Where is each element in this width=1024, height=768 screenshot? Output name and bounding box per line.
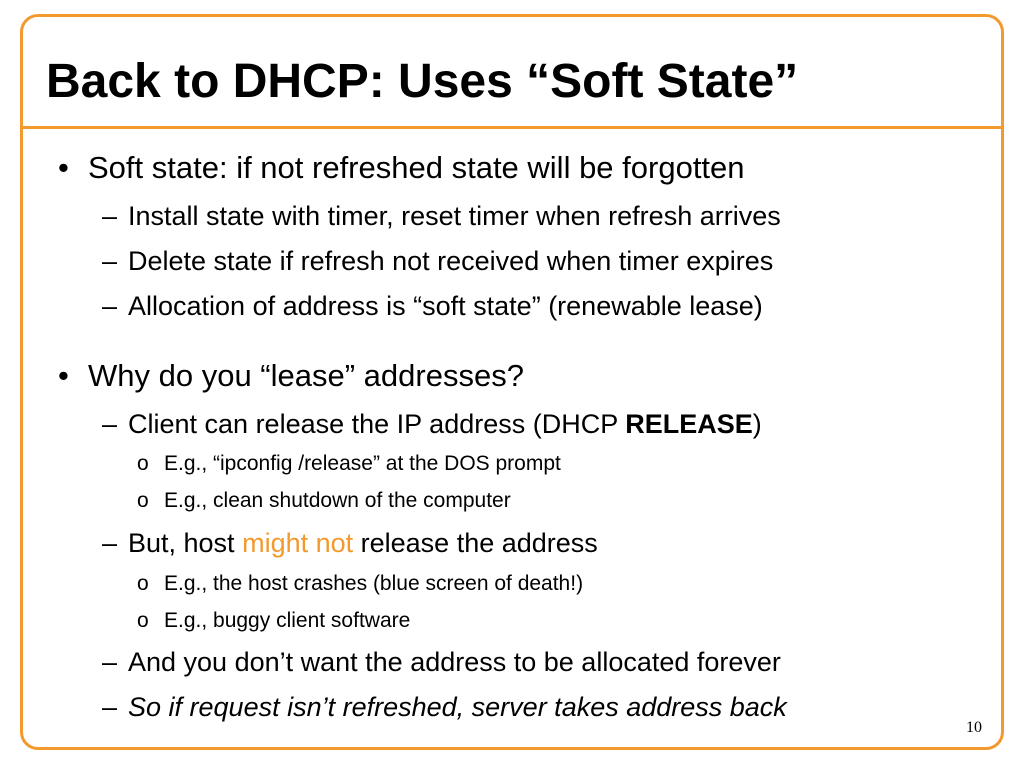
sub-bullet-text-post: ) (752, 409, 762, 439)
dash-marker: – (102, 528, 118, 558)
sub-sub-bullet-text: E.g., buggy client software (164, 609, 411, 632)
bullet-text: Why do you “lease” addresses? (88, 358, 524, 393)
bullet-marker: • (58, 358, 69, 393)
sub-bullet-text-post: release the address (353, 528, 598, 558)
sub-bullet-text: Install state with timer, reset timer when refresh arrives (128, 201, 781, 231)
bullet-text: Soft state: if not refreshed state will be forgotten (88, 150, 745, 185)
slide-title: Back to DHCP: Uses “Soft State” (46, 55, 799, 108)
sub-bullet-text-pre: But, host (128, 528, 243, 558)
sub-bullet-item (102, 407, 762, 441)
sub-bullet-item (102, 244, 773, 278)
circle-marker: o (137, 452, 149, 475)
sub-sub-bullet-text: E.g., clean shutdown of the computer (164, 489, 511, 512)
bullet-item (58, 149, 745, 187)
sub-bullet-item (102, 526, 598, 560)
dash-marker: – (102, 692, 118, 722)
sub-bullet-text-italic: So if request isn’t refreshed, server takes address back (128, 692, 787, 722)
sub-sub-bullet-item (137, 607, 410, 635)
sub-sub-bullet-item (137, 570, 583, 598)
sub-bullet-text: Allocation of address is “soft state” (renewable lease) (128, 291, 763, 321)
sub-sub-bullet-text: E.g., “ipconfig /release” at the DOS prompt (164, 452, 561, 475)
page-number: 10 (966, 719, 982, 736)
title-divider (20, 126, 1004, 129)
sub-bullet-item (102, 199, 781, 233)
sub-sub-bullet-text: E.g., the host crashes (blue screen of death!) (164, 572, 584, 595)
circle-marker: o (137, 489, 149, 512)
bullet-item (58, 357, 524, 395)
release-keyword: RELEASE (625, 409, 753, 439)
sub-bullet-item (102, 645, 781, 679)
might-not-highlight: might not (242, 528, 354, 558)
sub-bullet-item (102, 289, 763, 323)
dash-marker: – (102, 201, 118, 231)
dash-marker: – (102, 409, 118, 439)
sub-sub-bullet-item (137, 450, 561, 478)
circle-marker: o (137, 572, 149, 595)
dash-marker: – (102, 647, 118, 677)
bullet-marker: • (58, 150, 69, 185)
dash-marker: – (102, 246, 118, 276)
sub-sub-bullet-item (137, 487, 511, 515)
circle-marker: o (137, 609, 149, 632)
sub-bullet-text: Delete state if refresh not received when timer expires (128, 246, 774, 276)
sub-bullet-text: And you don’t want the address to be allocated forever (128, 647, 781, 677)
sub-bullet-text-pre: Client can release the IP address (DHCP (128, 409, 626, 439)
sub-bullet-item (102, 690, 787, 724)
dash-marker: – (102, 291, 118, 321)
